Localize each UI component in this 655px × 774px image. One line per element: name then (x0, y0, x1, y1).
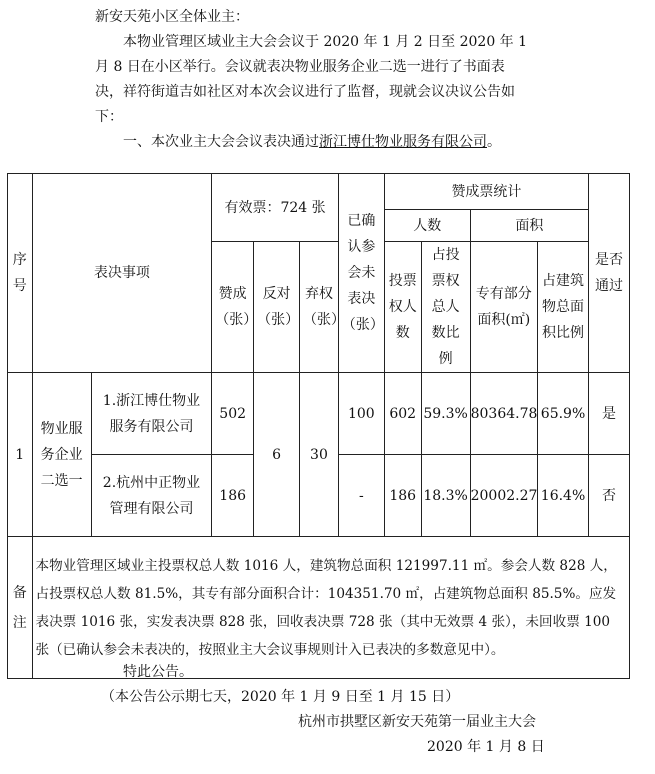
header-exclusive-area: 专有部分面积(㎡) (470, 242, 537, 373)
publicity-period: （本公告公示期七天，2020 年 1 月 9 日至 1 月 15 日） (101, 689, 460, 705)
option-1-confirmed: 100 (338, 373, 384, 455)
vote-result-table (7, 173, 630, 679)
closing-notice: 特此公告。 (123, 664, 193, 680)
option-1-area: 80364.78 (470, 373, 537, 455)
header-approve-stats: 赞成票统计 (384, 174, 588, 210)
header-oppose: 反对（张） (254, 242, 300, 373)
option-2-passed: 否 (589, 455, 630, 537)
option-1-area-ratio: 65.9% (538, 373, 589, 455)
header-valid-votes: 有效票：724 张 (212, 174, 339, 242)
header-approve: 赞成（张） (212, 242, 254, 373)
header-passed: 是否通过 (589, 174, 630, 373)
note-text: 本物业管理区域业主投票权总人数 1016 人，建筑物总面积 121997.11 ㎡。参会人数 828 人，占投票权总人数 81.5%，其专有部分面积合计：104351.70 ㎡，占建筑物总面积 85.5%。应发表决票 1016 张，实发表决票 828 张，回收表决票 728 张（其中无效票 4 张），未回收票 100 张（已确认参会未表决的，按照业主大会议事规则计入已表决的多数意见中）。 (32, 537, 630, 679)
header-voters: 投票权人数 (384, 242, 421, 373)
resolution-prefix: 一、本次业主大会会议表决通过 (123, 134, 319, 150)
header-abstain: 弃权（张） (300, 242, 339, 373)
salutation: 新安天苑小区全体业主： (95, 9, 249, 25)
option-1-voter-ratio: 59.3% (421, 373, 470, 455)
resolution-line (123, 131, 501, 153)
elected-company: 浙江博仕物业服务有限公司 (319, 134, 487, 150)
header-people: 人数 (384, 210, 470, 242)
option-2-confirmed: - (338, 455, 384, 537)
option-1-approve: 502 (212, 373, 254, 455)
header-seq: 序号 (8, 174, 33, 373)
row-seq: 1 (8, 373, 33, 537)
intro-line-1: 本物业管理区域业主大会会议于 2020 年 1 月 2 日至 2020 年 1 (123, 34, 528, 50)
header-voter-ratio: 占投票权总人数比例 (421, 242, 470, 373)
option-2-name: 2.杭州中正物业管理有限公司 (91, 455, 212, 537)
note-label: 备注 (8, 537, 33, 679)
header-area-ratio: 占建筑物总面积比例 (538, 242, 589, 373)
header-confirmed-not-voted: 已确认参会未表决（张） (338, 174, 384, 373)
abstain-total: 30 (300, 373, 339, 537)
issue-date: 2020 年 1 月 8 日 (427, 739, 545, 755)
option-2-voters: 186 (384, 455, 421, 537)
header-matter: 表决事项 (32, 174, 212, 373)
issuer: 杭州市拱墅区新安天苑第一届业主大会 (298, 714, 536, 730)
option-2-area: 20002.27 (470, 455, 537, 537)
option-1-passed: 是 (589, 373, 630, 455)
header-area: 面积 (470, 210, 588, 242)
row-group-matter: 物业服务企业二选一 (32, 373, 91, 537)
option-2-area-ratio: 16.4% (538, 455, 589, 537)
option-1-name: 1.浙江博仕物业服务有限公司 (91, 373, 212, 455)
option-2-voter-ratio: 18.3% (421, 455, 470, 537)
intro-line-2: 月 8 日在小区举行。会议就表决物业服务企业二选一进行了书面表 (95, 59, 505, 75)
resolution-suffix: 。 (487, 134, 501, 150)
intro-line-3: 决，祥符街道吉如社区对本次会议进行了监督，现就会议决议公告如 (95, 84, 515, 100)
oppose-total: 6 (254, 373, 300, 537)
option-2-approve: 186 (212, 455, 254, 537)
intro-line-4: 下： (95, 109, 123, 125)
option-1-voters: 602 (384, 373, 421, 455)
